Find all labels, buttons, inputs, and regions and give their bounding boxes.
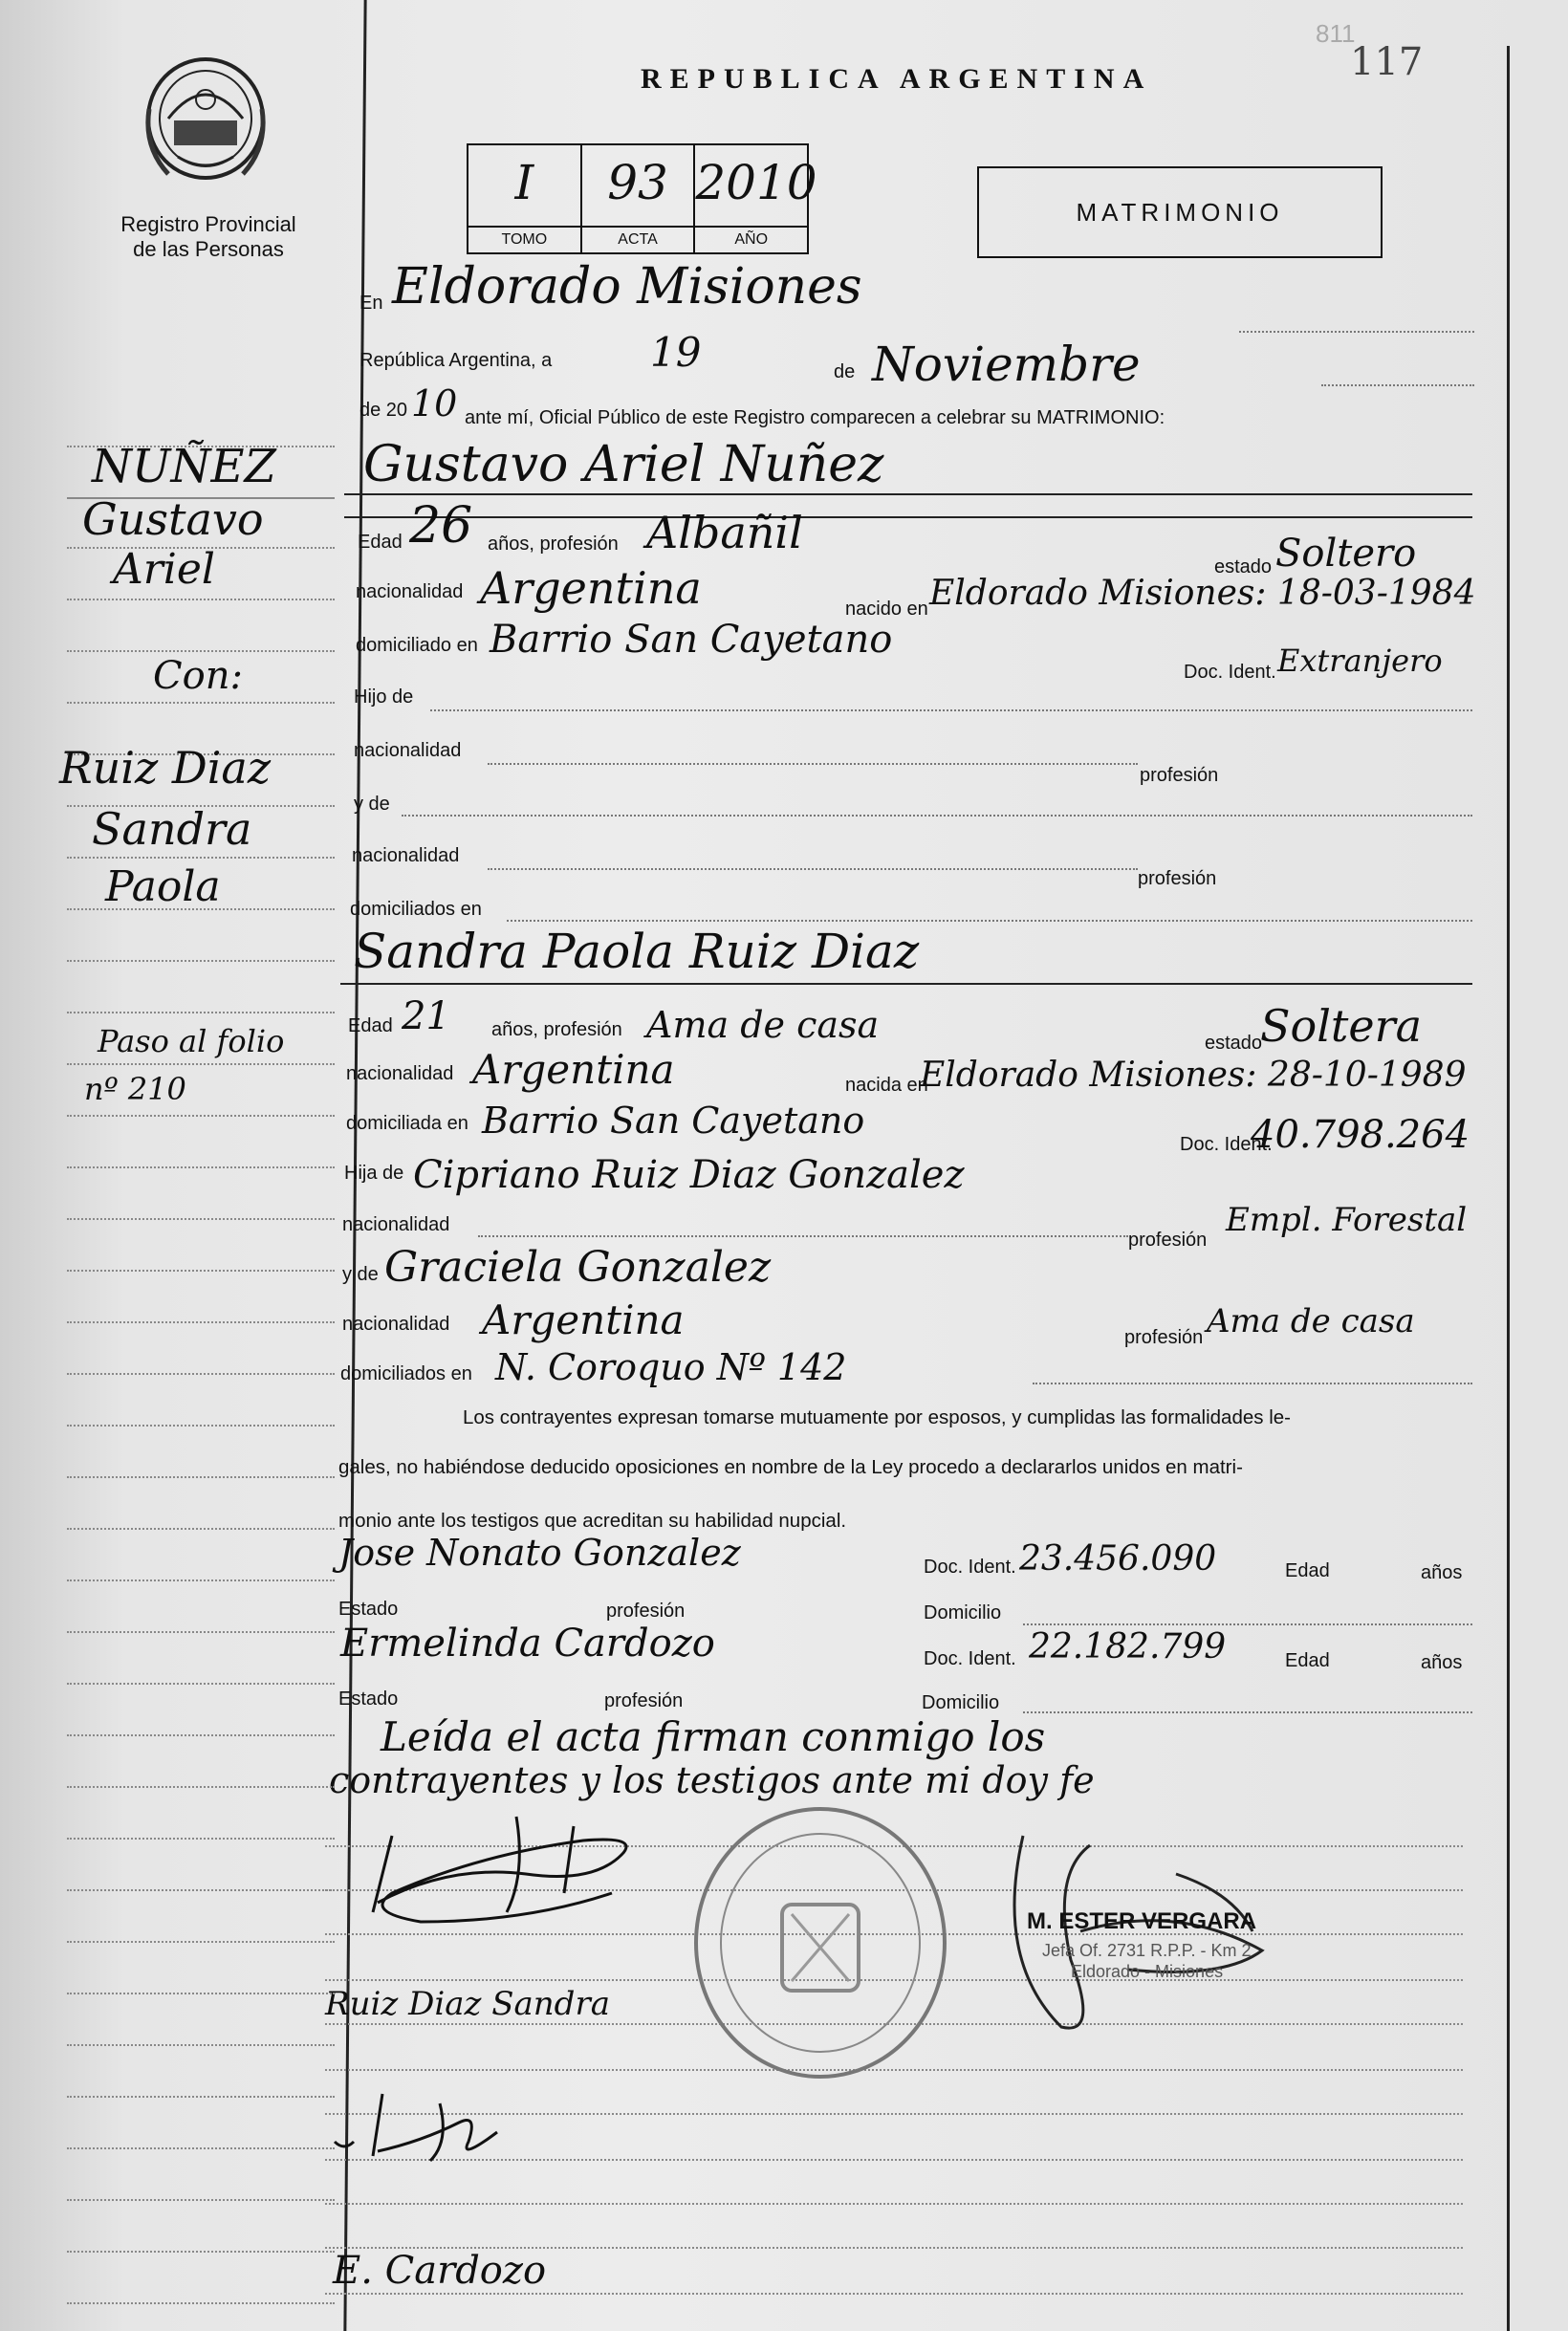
margin-groom-second: Ariel (113, 545, 215, 594)
official-seal-icon (686, 1799, 954, 2086)
margin-ledger-line (67, 650, 335, 652)
margin-ledger-line (67, 1889, 335, 1891)
margin-bride-second: Paola (105, 862, 221, 911)
bride-mother-nat-label: nacionalidad (342, 1314, 450, 1335)
groom-yde-label: y de (354, 794, 390, 815)
bride-nationality: Argentina (472, 1046, 675, 1093)
name-rule (344, 493, 1472, 495)
declaration-line-2: gales, no habiéndose deducido oposiciones en nombre de la Ley procedo a declararlos unidos en matri- (338, 1456, 1243, 1478)
groom-full-name: Gustavo Ariel Nuñez (363, 436, 884, 493)
margin-ledger-line (67, 1115, 335, 1117)
republic-label: República Argentina, a (359, 350, 553, 371)
groom-nacionalidad-label: nacionalidad (356, 581, 464, 602)
anio-label: AÑO (695, 226, 807, 252)
margin-ledger-line (67, 1373, 335, 1375)
closing-note-line-2: contrayentes y los testigos ante mi doy fe (329, 1759, 1095, 1801)
margin-bride-surname: Ruiz Diaz (59, 742, 272, 794)
witness-1-domicilio-label: Domicilio (924, 1602, 1002, 1623)
bride-full-name: Sandra Paola Ruiz Diaz (354, 924, 920, 979)
margin-ledger-line (67, 1734, 335, 1736)
margin-ledger-line (67, 1012, 335, 1013)
dotted-line (1033, 1383, 1472, 1384)
mother-nat-label: nacionalidad (352, 845, 460, 866)
year-prefix-label: de 20 (359, 400, 408, 421)
witness-1-edad-label: Edad (1285, 1560, 1330, 1581)
city-handwritten: Eldorado Misiones (392, 258, 862, 316)
father-nat-label: nacionalidad (354, 740, 462, 761)
groom-domicilio-label: domiciliado en (356, 635, 478, 656)
bride-estado-label: estado (1205, 1033, 1263, 1054)
dotted-line (1239, 331, 1474, 333)
acta-value: 93 (607, 155, 668, 210)
dotted-line (488, 763, 1138, 765)
record-reference-box (467, 143, 817, 254)
margin-ledger-line (67, 960, 335, 962)
witness-2-doc-label: Doc. Ident. (924, 1648, 1016, 1669)
margin-ledger-line (67, 1683, 335, 1685)
margin-ledger-line (67, 2251, 335, 2253)
mother-prof-label: profesión (1138, 868, 1217, 889)
dotted-line (507, 920, 1472, 922)
margin-ledger-line (67, 2199, 335, 2201)
bride-domicilio-label: domiciliada en (346, 1113, 468, 1134)
margin-ledger-line (67, 1993, 335, 1994)
bride-mother-nat: Argentina (482, 1296, 685, 1343)
bride-father: Cipriano Ruiz Diaz Gonzalez (413, 1153, 965, 1197)
bride-domiciliados-label: domiciliados en (340, 1363, 472, 1384)
groom-signature (335, 1797, 650, 1941)
margin-ledger-line (67, 2147, 335, 2149)
day-handwritten: 19 (650, 329, 702, 376)
page-number: 117 (1350, 40, 1424, 84)
bride-profesion-label: años, profesión (491, 1019, 622, 1040)
margin-ledger-line (67, 1838, 335, 1840)
margin-ledger-line (67, 2096, 335, 2098)
signature-line (325, 2203, 1463, 2205)
bride-age: 21 (402, 994, 450, 1038)
de-label: de (834, 361, 856, 382)
official-stamp-line-1: Jefa Of. 2731 R.P.P. - Km 2 (1042, 1941, 1252, 1960)
groom-doc: Extranjero (1277, 643, 1443, 679)
groom-profession: Albañil (646, 507, 803, 558)
official-stamp-name: M. ESTER VERGARA (1027, 1908, 1257, 1934)
margin-ledger-line (67, 702, 335, 704)
groom-edad-label: Edad (358, 532, 403, 553)
bride-profession: Ama de casa (646, 1004, 880, 1046)
anio-cell (695, 145, 817, 252)
groom-profesion-label: años, profesión (488, 534, 619, 555)
bride-father-nat-label: nacionalidad (342, 1214, 450, 1235)
bride-edad-label: Edad (348, 1015, 393, 1036)
bride-yde-label: y de (342, 1264, 379, 1285)
bride-mother-prof-label: profesión (1124, 1327, 1204, 1348)
bride-mother-prof: Ama de casa (1207, 1302, 1415, 1340)
margin-ledger-line (67, 1218, 335, 1220)
margin-groom-first: Gustavo (82, 493, 264, 545)
groom-estado: Soltero (1275, 532, 1417, 576)
signature-line (325, 2293, 1463, 2295)
witness-2-doc: 22.182.799 (1029, 1627, 1227, 1667)
bride-mother: Graciela Gonzalez (384, 1243, 772, 1292)
groom-domicile: Barrio San Cayetano (490, 618, 893, 662)
margin-ledger-line (67, 1270, 335, 1272)
month-handwritten: Noviembre (872, 337, 1141, 392)
tomo-value: I (514, 155, 534, 210)
groom-hijo-label: Hijo de (354, 686, 414, 708)
witness-1-estado-label: Estado (338, 1599, 399, 1620)
groom-nacido-label: nacido en (845, 599, 928, 620)
margin-ledger-line (67, 2044, 335, 2046)
witness-1-doc: 23.456.090 (1019, 1539, 1217, 1579)
bride-father-prof: Empl. Forestal (1226, 1201, 1468, 1239)
margin-ledger-line (67, 599, 335, 600)
registry-name (86, 212, 331, 262)
witness-1-doc-label: Doc. Ident. (924, 1557, 1016, 1578)
bride-nacionalidad-label: nacionalidad (346, 1063, 454, 1084)
bride-estado: Soltera (1260, 1000, 1423, 1052)
bride-doc-label: Doc. Ident. (1180, 1134, 1273, 1155)
province-coat-of-arms-icon (140, 52, 272, 195)
bride-nacida-label: nacida en (845, 1075, 928, 1096)
dotted-line (1023, 1711, 1472, 1713)
margin-note-line-1: Paso al folio (98, 1023, 285, 1059)
margin-ledger-line (67, 2302, 335, 2304)
witness-2-estado-label: Estado (338, 1688, 399, 1710)
witness-2-anos-label: años (1421, 1652, 1463, 1673)
margin-ledger-line (67, 1941, 335, 1943)
country-title: REPUBLICA ARGENTINA (641, 63, 1153, 95)
groom-birth: Eldorado Misiones: 18-03-1984 (929, 574, 1476, 613)
official-stamp-line-2: Eldorado - Misiones (1071, 1962, 1224, 1981)
acta-cell (582, 145, 696, 252)
margin-note-line-2: nº 210 (84, 1071, 186, 1107)
margin-ledger-line (67, 1631, 335, 1633)
witness-2-profesion-label: profesión (604, 1690, 684, 1711)
margin-ledger-line (67, 1528, 335, 1530)
witness-2-domicilio-label: Domicilio (922, 1692, 1000, 1713)
anio-value: 2010 (695, 155, 817, 210)
registry-line-1: Registro Provincial (120, 212, 296, 236)
witness-1-signature (325, 2084, 535, 2170)
witness-2-name: Ermelinda Cardozo (340, 1622, 715, 1666)
witness-1-anos-label: años (1421, 1562, 1463, 1583)
tomo-cell (468, 145, 582, 252)
margin-ledger-line (67, 857, 335, 859)
groom-domiciliados-label: domiciliados en (350, 899, 482, 920)
section-rule (344, 516, 1472, 518)
witness-1-profesion-label: profesión (606, 1601, 686, 1622)
declaration-line-3: monio ante los testigos que acreditan su habilidad nupcial. (338, 1510, 847, 1532)
groom-doc-label: Doc. Ident. (1184, 662, 1276, 683)
tomo-label: TOMO (468, 226, 580, 252)
bride-domicile: Barrio San Cayetano (482, 1100, 865, 1142)
margin-bride-first: Sandra (92, 803, 252, 855)
year-handwritten: 10 (411, 382, 458, 425)
right-border-line (1507, 46, 1510, 2331)
bride-birth: Eldorado Misiones: 28-10-1989 (920, 1056, 1467, 1095)
witness-1-name: Jose Nonato Gonzalez (338, 1532, 741, 1574)
margin-groom-surname: NUÑEZ (92, 440, 276, 493)
groom-nationality: Argentina (480, 562, 702, 614)
dotted-line (478, 1235, 1128, 1237)
bride-father-prof-label: profesión (1128, 1230, 1208, 1251)
bride-hija-label: Hija de (344, 1163, 404, 1184)
margin-ledger-line (67, 1321, 335, 1323)
margin-ledger-line (67, 1476, 335, 1478)
dotted-line (1321, 384, 1474, 386)
acta-label: ACTA (582, 226, 694, 252)
parents-domicile: N. Coroquo Nº 142 (495, 1346, 847, 1388)
closing-note-line-1: Leída el acta firman conmigo los (381, 1713, 1046, 1760)
witness-2-edad-label: Edad (1285, 1650, 1330, 1671)
act-type-box: MATRIMONIO (977, 166, 1383, 258)
dotted-line (430, 709, 1472, 711)
bride-signature: Ruiz Diaz Sandra (325, 1985, 610, 2023)
intro-text: ante mí, Oficial Público de este Registro comparecen a celebrar su MATRIMONIO: (465, 407, 1165, 428)
declaration-line-1: Los contrayentes expresan tomarse mutuamente por esposos, y cumplidas las formalidades le- (463, 1406, 1291, 1428)
margin-ledger-line (67, 1579, 335, 1581)
registry-line-2: de las Personas (133, 237, 284, 261)
margin-ledger-line (67, 1063, 335, 1065)
section-rule (340, 983, 1472, 985)
groom-age: 26 (409, 497, 473, 555)
dotted-line (402, 815, 1472, 817)
witness-2-signature: E. Cardozo (333, 2249, 547, 2293)
dotted-line (1023, 1623, 1472, 1625)
pencil-number: 811 (1316, 19, 1356, 48)
bride-doc: 40.798.264 (1251, 1113, 1470, 1157)
en-label: En (359, 293, 383, 314)
margin-con: Con: (153, 654, 243, 698)
dotted-line (488, 868, 1138, 870)
margin-ledger-line (67, 1786, 335, 1788)
father-prof-label: profesión (1140, 765, 1219, 786)
margin-ledger-line (67, 1166, 335, 1168)
groom-estado-label: estado (1214, 556, 1273, 577)
margin-ledger-line (67, 1425, 335, 1427)
